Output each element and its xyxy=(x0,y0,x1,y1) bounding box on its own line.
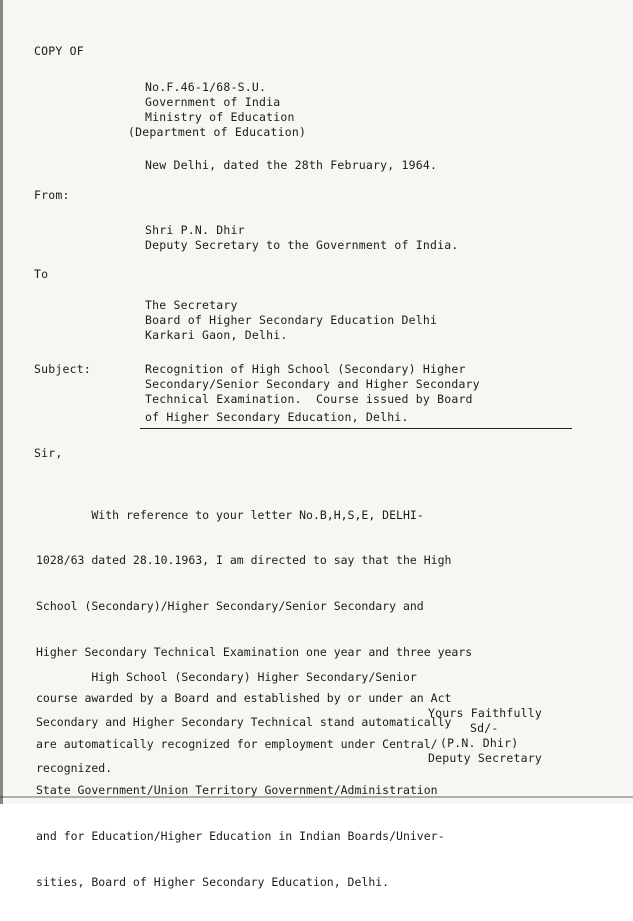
government-line: Government of India xyxy=(145,95,281,109)
body-line: Secondary and Higher Secondary Technical stand automatically xyxy=(36,715,452,730)
file-reference-number: No.F.46-1/68-S.U. xyxy=(145,80,267,94)
closing-signed: Sd/- xyxy=(470,721,499,735)
sender-designation: Deputy Secretary to the Government of India. xyxy=(145,238,459,252)
subject-underline xyxy=(140,428,572,429)
body-line: 1028/63 dated 28.10.1963, I am directed to say that the High xyxy=(36,553,452,568)
subject-line-4: of Higher Secondary Education, Delhi. xyxy=(145,410,409,424)
recipient-title: The Secretary xyxy=(145,298,238,312)
body-line: and for Education/Higher Education in Indian Boards/Univer- xyxy=(36,828,445,843)
subject-line-3: Technical Examination. Course issued by Board xyxy=(145,392,473,406)
body-line: sities, Board of Higher Secondary Education, Delhi. xyxy=(36,874,390,889)
body-paragraph-2 xyxy=(36,639,451,807)
ministry-line: Ministry of Education xyxy=(145,110,295,124)
sender-name: Shri P.N. Dhir xyxy=(145,223,245,237)
body-line: State Government/Union Territory Government/Administration xyxy=(36,782,438,797)
body-line: recognized. xyxy=(36,761,113,776)
scan-edge-left xyxy=(0,0,3,804)
copy-of-label: COPY OF xyxy=(34,44,84,58)
to-label: To xyxy=(34,267,49,281)
date-line: New Delhi, dated the 28th February, 1964. xyxy=(145,158,438,172)
subject-label: Subject: xyxy=(34,362,91,376)
closing-signatory-designation: Deputy Secretary xyxy=(428,751,542,765)
from-label: From: xyxy=(34,188,70,202)
subject-line-1: Recognition of High School (Secondary) Higher xyxy=(145,362,466,376)
body-line: With reference to your letter No.B,H,S,E, DELHI- xyxy=(36,507,424,522)
body-line: School (Secondary)/Higher Secondary/Senior Secondary and xyxy=(36,599,424,614)
body-line: course awarded by a Board and established by or under an Act xyxy=(36,691,452,706)
body-line: are automatically recognized for employment under Central/ xyxy=(36,737,438,752)
department-line: (Department of Education) xyxy=(128,125,307,139)
recipient-board: Board of Higher Secondary Education Delhi xyxy=(145,313,438,327)
closing-yours-faithfully: Yours Faithfully xyxy=(428,706,542,720)
salutation: Sir, xyxy=(34,446,63,460)
closing-signatory-name: (P.N. Dhir) xyxy=(440,736,519,750)
subject-line-2: Secondary/Senior Secondary and Higher Secondary xyxy=(145,377,480,391)
body-line: Higher Secondary Technical Examination one year and three years xyxy=(36,645,473,660)
body-line: High School (Secondary) Higher Secondary/Senior xyxy=(36,669,417,684)
recipient-address: Karkari Gaon, Delhi. xyxy=(145,328,288,342)
